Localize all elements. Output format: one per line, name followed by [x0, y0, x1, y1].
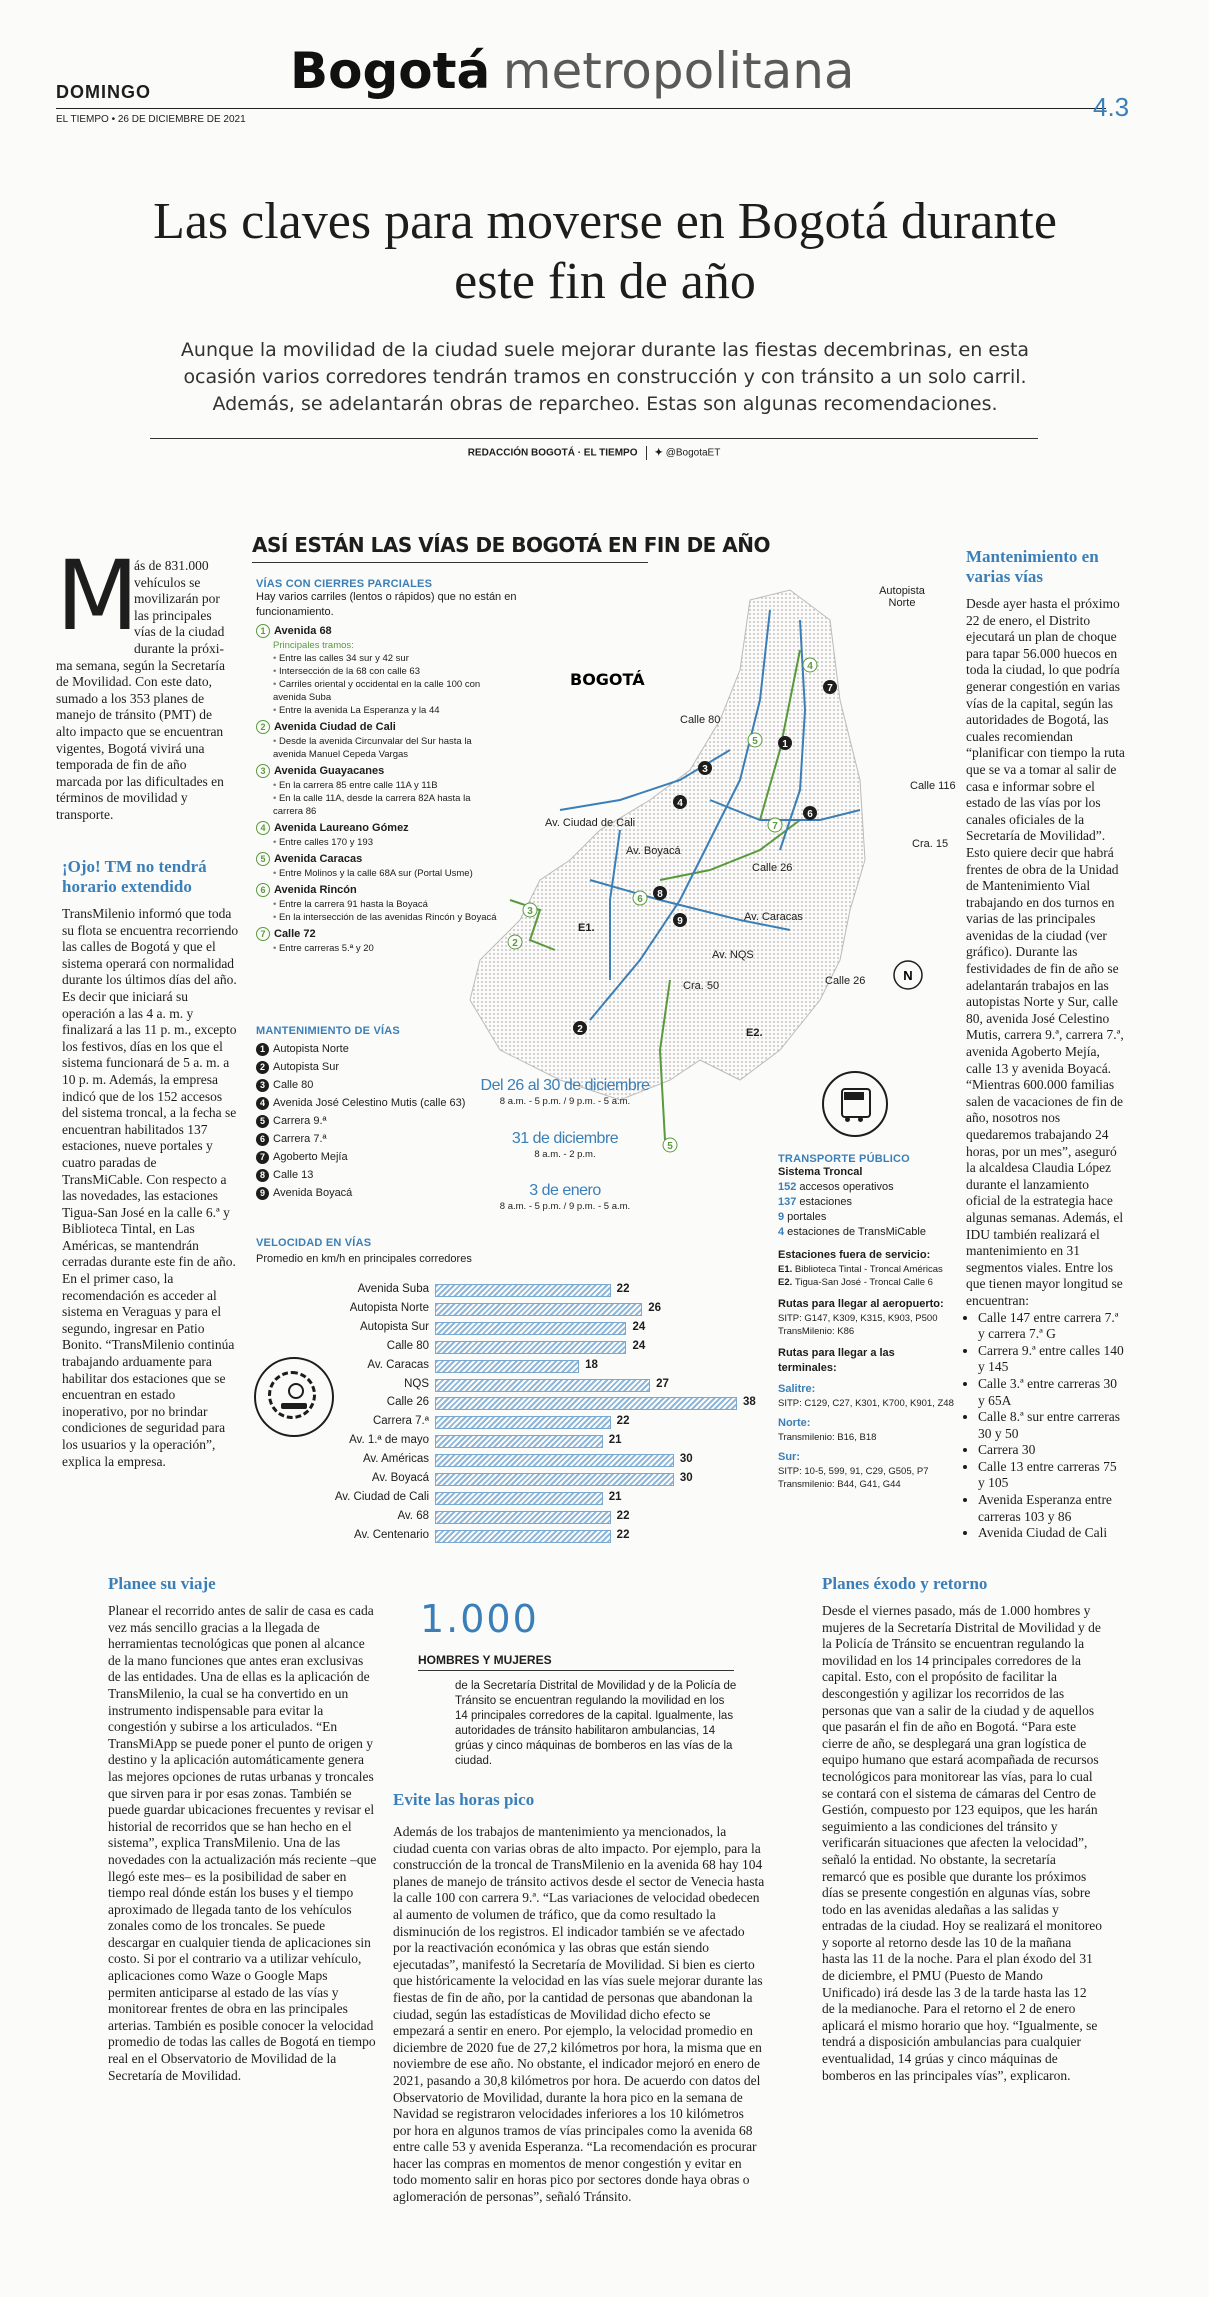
chart-category-label: Av. Centenario [353, 1528, 429, 1541]
chart-category-label: Autopista Norte [349, 1301, 429, 1314]
fuera-heading: Estaciones fuera de servicio: [778, 1249, 931, 1261]
map-label: Calle 26 [825, 975, 866, 987]
map-compass [894, 961, 922, 989]
chart-bar [435, 1360, 579, 1373]
big-number-body: de la Secretaría Distrital de Movilidad y de la Policía de Tránsito se encuentran regulando la movilidad en los 14 principales corredores de la capital. Igualmente, las autoridades de tránsito habilitaron ambulancias, 14 grúas y cinco máquinas de bomberos en las vías de la ciudad. [455, 1680, 737, 1767]
svg-text:6: 6 [807, 809, 813, 820]
principales-label: Principales tramos: [273, 640, 354, 651]
road-name: Avenida Caracas [274, 853, 363, 865]
plan-heading: Planee su viaje [108, 1574, 216, 1593]
chart-category-label: NQS [404, 1377, 429, 1390]
byline [150, 446, 1038, 460]
brand-light: metropolitana [502, 42, 855, 100]
svg-text:6: 6 [637, 894, 643, 905]
map-label: Av. Caracas [744, 911, 803, 923]
chart-value: 24 [632, 1320, 646, 1333]
mant-name: Agoberto Mejía [273, 1151, 348, 1163]
mant-name: Avenida Boyacá [273, 1187, 353, 1199]
map-label: E2. [746, 1027, 763, 1039]
compass-label: N [903, 968, 913, 983]
map-city-label: BOGOTÁ [570, 670, 645, 689]
salitre-list [778, 1397, 968, 1410]
road-segment: • Entre la carrera 91 hasta la Boyacá [273, 898, 503, 911]
svg-text:1: 1 [782, 739, 788, 750]
exodo-body: Desde el viernes pasado, más de 1.000 hombres y mujeres de la Secretaría Distrital de Movilidad y de la Policía de Tránsito se encuentran regulando la movilidad en los 14 principales corredores de la capital. Esto, con el propósito de facilitar la descongestión y agilizar los recorridos de las personas que van a salir de la ciudad y de aquellos que pasarán el fin de año en Bogotá. “Para este cierre de año, se desplegará una gran logística de equipo humano que estará acompañada de recursos tecnológicos para monitorear las vías, para lo cual se contará con el sistema de cámaras del Centro de Gestión, compuesto por 123 equipos, que les harán seguimiento a las condiciones del tránsito y verificarán situaciones que afecten la velocidad”, señaló la entidad. No obstante, la secretaría remarcó que es posible que durante los próximos días se presente congestión en algunas vías, sobre todo en las avenidas aledañas a las salidas y entradas de la ciudad. Hoy se realizará el monitoreo y soporte al retorno desde las 10 de la mañana hasta las 11 de la noche. Para el plan éxodo del 31 de diciembre, el PMU (Puesto de Mando Unificado) irá desde las 3 de la tarde hasta las 12 de la medianoche. Para el retorno el 2 de enero aplicará el mismo horario que hoy. “Igualmente, se tendrá a disposición ambulancias para cualquier eventualidad, 14 grúas y cinco máquinas de bomberos en las principales vías”, explicaron. [822, 1603, 1102, 2083]
schedule-date: 3 de enero [529, 1182, 601, 1199]
schedule-item [480, 1077, 650, 1108]
exodo-heading: Planes éxodo y retorno [822, 1574, 988, 1593]
chart-category-label: Calle 26 [386, 1396, 429, 1409]
mant-name: Avenida José Celestino Mutis (calle 63) [273, 1097, 466, 1109]
troncal-number: 137 [778, 1196, 797, 1208]
transporte-heading: TRANSPORTE PÚBLICO [778, 1153, 910, 1165]
drop-cap: M [56, 540, 139, 652]
chart-category-label: Carrera 7.ª [372, 1415, 429, 1428]
chart-category-label: Av. 68 [397, 1509, 429, 1522]
mant-number: 6 [256, 1133, 269, 1146]
mant-name: Autopista Sur [273, 1061, 340, 1073]
big-number-label: HOMBRES Y MUJERES [418, 1653, 552, 1667]
schedule-date: 31 de diciembre [511, 1130, 619, 1147]
svg-text:3: 3 [702, 764, 708, 775]
road-number: 3 [256, 764, 270, 778]
road-number: 4 [256, 821, 270, 835]
troncal-heading: Sistema Troncal [778, 1166, 863, 1178]
tm-body: TransMilenio informó que toda su flota se encuentra recorriendo las calles de Bogotá y que el sistema operará con normalidad durante los últimos días del año. Es decir que iniciará su operación a las 4 a. m. y finalizará a las 11 p. m., excepto los festivos, días en los que el sistema funcionará de 5 a. m. a 10 p. m. Además, la empresa indicó que de los 152 accesos del sistema troncal, a la fecha se encuentran habilitados 137 estaciones, nueve portales y cuatro paradas de TransMiCable. Con respecto a las novedades, las estaciones Tigua-San José en la calle 6.ª y Biblioteca Tintal, en Las Américas, se mantendrán cerradas durante este fin de año. En el primer caso, la recomendación es acceder al sistema en Veraguas y para el segundo, ingresar en Patio Bonito. “TransMilenio continúa trabajando arduamente para habilitar dos estaciones que se encuentran en estado inoperativo, por no brindar condiciones de seguridad para los usuarios y la operación”, explica la empresa. [62, 906, 239, 1469]
sur-list [778, 1465, 968, 1491]
road-segment: • Entre carreras 5.ª y 20 [273, 942, 503, 955]
bus-icon [822, 1071, 888, 1137]
map-label: E1. [578, 922, 595, 934]
road-segment: • Entre las calles 34 sur y 42 sur [273, 652, 503, 665]
horas-heading: Evite las horas pico [393, 1790, 535, 1809]
mant-heading: Mantenimiento en varias vías [966, 547, 1099, 586]
road-number: 7 [256, 927, 270, 941]
chart-bar [435, 1341, 626, 1354]
byline-twitter: @BogotaET [665, 447, 721, 459]
road-segment: • Entre calles 170 y 193 [273, 836, 503, 849]
mant-bullet: • Calle 3.ª entre carreras 30 y 65A [978, 1376, 1126, 1409]
road-segment: • En la carrera 85 entre calle 11A y 11B [273, 779, 503, 792]
svg-text:3: 3 [527, 906, 533, 917]
route-line: SITP: C129, C27, K301, K700, K901, Z48 [778, 1398, 954, 1409]
map-label: Cra. 50 [683, 980, 720, 992]
mant-name: Calle 13 [273, 1169, 314, 1181]
schedule-date: Del 26 al 30 de diciembre [480, 1077, 650, 1094]
chart-bar [435, 1454, 674, 1467]
brand-bold: Bogotá [290, 42, 491, 100]
road-name: Calle 72 [274, 928, 316, 940]
road-name: Avenida Laureano Gómez [274, 822, 409, 834]
troncal-item [778, 1195, 968, 1210]
map-label: Calle 26 [752, 862, 793, 874]
transporte-panel [778, 1153, 968, 1491]
map-label: Av. Boyacá [626, 845, 681, 857]
mant-bullet: • Avenida Esperanza entre carreras 103 y 86 [978, 1492, 1126, 1525]
route-line: TransMilenio: K86 [778, 1326, 855, 1337]
fuera-value: Tigua-San José - Troncal Calle 6 [794, 1277, 933, 1288]
cierres-heading: VÍAS CON CIERRES PARCIALES [256, 578, 433, 590]
troncal-text: portales [784, 1211, 827, 1223]
road-number: 5 [256, 852, 270, 866]
road-segment: • En la intersección de las avenidas Rincón y Boyacá [273, 911, 503, 924]
road-name: Avenida 68 [274, 625, 332, 637]
sur-heading: Sur: [778, 1451, 800, 1463]
chart-value: 30 [679, 1453, 693, 1466]
svg-text:7: 7 [772, 821, 778, 832]
route-line: SITP: 10-5, 599, 91, C29, G505, P7 [778, 1466, 929, 1477]
norte-heading: Norte: [778, 1417, 811, 1429]
road-number: 2 [256, 720, 270, 734]
mant-bullet-list [966, 1310, 1126, 1542]
lead-rest: ma semana, según la Secretaría de Movilidad. Con este dato, sumado a los 353 planes de manejo de tránsito (PMT) de alto impacto que se encuentran vigentes, Bogotá vivirá una temporada de fin de año marcada por las dificultades en términos de movilidad y transporte. [56, 657, 226, 822]
troncal-item [778, 1225, 968, 1240]
chart-title: VELOCIDAD EN VÍAS [256, 1237, 372, 1249]
fuera-item [778, 1263, 968, 1276]
troncal-number: 4 [778, 1226, 785, 1238]
road-segment: • Desde la avenida Circunvalar del Sur hasta la avenida Manuel Cepeda Vargas [273, 735, 503, 761]
road-name: Avenida Rincón [274, 884, 357, 896]
fuera-item [778, 1276, 968, 1289]
chart-value: 27 [656, 1377, 669, 1390]
chart-category-label: Avenida Suba [357, 1283, 429, 1295]
road-segment: • Entre Molinos y la calle 68A sur (Portal Usme) [273, 867, 503, 880]
chart-bar [435, 1397, 737, 1410]
troncal-item [778, 1180, 968, 1195]
byline-author: REDACCIÓN BOGOTÁ · EL TIEMPO [467, 447, 638, 459]
horas-body: Además de los trabajos de mantenimiento ya mencionados, la ciudad cuenta con varias obras de alto impacto. Por ejemplo, para la construcción de la troncal de TransMilenio en la avenida 68 hay 104 planes de manejo de tránsito activos desde el sector de Venecia hasta la calle 100 con carrera 9.ª. “Las variaciones de velocidad obedecen al aumento de volumen de tráfico, que da como resultado la disminución de los registros. El indicador también se ve afectado por la reactivación económica y las obras que están siendo ejecutadas”, manifestó la Secretaría de Movilidad. Si bien es cierto que históricamente la velocidad en las vías suele mejorar durante las fiestas de fin de año, por la cantidad de personas que abandonan la ciudad, según las estadísticas de Movilidad dicho efecto se empezará a sentir en enero. Por ejemplo, la velocidad promedio en diciembre de 2020 fue de 27,2 kilómetros por hora, la misma que en noviembre de ese año. No obstante, el indicador mejoró en enero de 2021, pasando a 30,8 kilómetros por hora. De acuerdo con datos del Observatorio de Movilidad, durante la hora pico en la semana de Navidad se registraron velocidades inferiores a los 10 kilómetros por hora en algunos tramos de vías principales como la avenida 68 entre calle 53 y avenida Esperanza. “La recomendación es procurar hacer las compras en momentos de menor congestión y evitar en todo momento salir en horas pico por sectores donde haya obras o aglomeración de personas”, señaló Tránsito. [393, 1824, 765, 2205]
headline: Las claves para moverse en Bogotá durante este fin de año [153, 193, 1057, 310]
troncal-list [778, 1180, 968, 1240]
chart-value: 26 [648, 1301, 662, 1314]
schedule-item [480, 1130, 650, 1161]
mant-name: Calle 80 [273, 1079, 314, 1091]
big-number-rule [418, 1670, 734, 1671]
chart-bar [435, 1511, 611, 1524]
fuera-key: E2. [778, 1277, 795, 1288]
map-label: Calle 116 [910, 780, 956, 792]
mant-number: 5 [256, 1115, 269, 1128]
mant-bullet: • Calle 147 entre carrera 7.ª y carrera 7.ª G [978, 1310, 1126, 1343]
chart-value: 21 [608, 1434, 622, 1447]
chart-category-label: Av. Ciudad de Cali [334, 1490, 429, 1503]
chart-value: 22 [616, 1415, 630, 1428]
road-segment: • Carriles oriental y occidental en la calle 100 con avenida Suba [273, 678, 503, 704]
masthead-rule [56, 108, 1106, 109]
salitre-heading: Salitre: [778, 1383, 816, 1395]
standfirst: Aunque la movilidad de la ciudad suele mejorar durante las fiestas decembrinas, en esta ocasión varios corredores tendrán tramos en construcción y con tránsito a un solo carril. Además, se adelantarán obras de reparcheo. Estas son algunas recomendaciones. [180, 339, 1030, 415]
infographic-title: ASÍ ESTÁN LAS VÍAS DE BOGOTÁ EN FIN DE AÑO [252, 533, 771, 557]
mant-number: 8 [256, 1169, 269, 1182]
plan-body: Planear el recorrido antes de salir de casa es cada vez más sencillo gracias a la llegada de herramientas tecnológicas que ponen al alcance de la mano funciones que antes eran exclusivas de las entidades. Una de ellas es la aplicación de TransMilenio, la cual se ha convertido en un instrumento indispensable para evitar la congestión y subirse a los articulados. “En TransMiApp se puede poner el punto de origen y destino y la aplicación automáticamente genera las mejores opciones de rutas urbanas y troncales que sirven para ir por esas zonas. También se puede guardar ubicaciones frecuentes y revisar el historial de recorridos que se han hecho en el sistema”, explica TransMilenio. Una de las novedades con la actualización más reciente –que llegó este mes– es la posibilidad de saber en tiempo real dónde están los buses y el tiempo aproximado de llegada tanto de los vehículos zonales como de los troncales. Se puede descargar en cualquier tienda de aplicaciones sin costo. Si por el contrario va a utilizar vehículo, aplicaciones como Waze o Google Maps permiten anticiparse al estado de las vías y monitorear frentes de obra en las principales arterias. También es posible conocer la velocidad promedio de todas las calles de Bogotá en tiempo real en el Observatorio de Movilidad de la Secretaría de Movilidad. [108, 1603, 377, 2083]
map-label: Autopista Norte [879, 585, 925, 609]
road-number: 6 [256, 883, 270, 897]
chart-category-label: Av. Américas [362, 1453, 429, 1466]
troncal-text: accesos operativos [796, 1181, 894, 1193]
mant-paragraph: Desde ayer hasta el próximo 22 de enero, el Distrito ejecutará un plan de choque para tapar 56.000 huecos en toda la ciudad, lo que podría generar congestión en varias vías de la capital, según las autoridades de Bogotá, las cuales recomiendan “planificar con tiempo la ruta que se va a tomar al salir de casa e informar sobre el estado de las vías por los canales oficiales de la Secretaría de Movilidad”. Esto quiere decir que habrá frentes de obra de la Unidad de Mantenimiento Vial trabajando en dos turnos en varias de las principales avenidas de la ciudad (ver gráfico). Durante las festividades de fin de año se adelantarán trabajos en las autopistas Norte y Sur, calle 80, avenida José Celestino Mutis, carrera 9.ª, carrera 7.ª, avenida Agoberto Mejía, calle 13 y avenida Boyacá. “Mientras 600.000 familias salen de vacaciones de fin de año, nosotros nos quedaremos trabajando 24 horas, por un mes”, aseguró la alcaldesa Claudia López durante el lanzamiento oficial de la estrategia hace algunas semanas. Además, el IDU también realizará el mantenimiento en 31 segmentos viales. Entre los que tienen mayor longitud se encuentran: [966, 596, 1125, 1308]
chart-value: 22 [616, 1509, 630, 1522]
troncal-number: 9 [778, 1211, 785, 1223]
section-brand [290, 42, 855, 100]
chart-value: 22 [616, 1283, 630, 1295]
schedule-hours: 8 a.m. - 2 p.m. [534, 1149, 596, 1160]
big-number: 1.000 [420, 1597, 539, 1641]
chart-value: 21 [608, 1490, 622, 1503]
mant-name: Autopista Norte [273, 1043, 349, 1055]
map-label: Cra. 15 [912, 838, 949, 850]
troncal-text: estaciones de TransMiCable [784, 1226, 926, 1238]
chart-category-label: Av. 1.ª de mayo [349, 1434, 429, 1447]
chart-category-label: Av. Boyacá [371, 1472, 429, 1484]
svg-text:2: 2 [577, 1024, 583, 1035]
page-number: 4.3 [1093, 92, 1130, 122]
chart-category-label: Calle 80 [386, 1339, 429, 1352]
chart-bar [435, 1379, 650, 1392]
mant-name: Carrera 9.ª [273, 1115, 327, 1127]
dateline: EL TIEMPO • 26 DE DICIEMBRE DE 2021 [56, 114, 246, 125]
svg-text:2: 2 [512, 938, 518, 949]
svg-text:4: 4 [807, 661, 813, 672]
chart-category-label: Av. Caracas [367, 1358, 429, 1371]
road-number: 1 [256, 624, 270, 638]
road-segment: • Entre la avenida La Esperanza y la 44 [273, 704, 503, 717]
mant-bullet: • Calle 13 entre carreras 75 y 105 [978, 1459, 1126, 1492]
map-label: Calle 80 [680, 714, 721, 726]
infographic-title-rule [252, 562, 648, 563]
chart-bar [435, 1473, 674, 1486]
section-day: DOMINGO [56, 82, 151, 102]
chart-bar [435, 1492, 603, 1505]
route-line: Transmilenio: B16, B18 [778, 1432, 877, 1443]
chart-bar [435, 1303, 642, 1316]
mant-number: 3 [256, 1079, 269, 1092]
fuera-list [778, 1263, 968, 1289]
svg-text:8: 8 [657, 889, 663, 900]
route-line: SITP: G147, K309, K315, K903, P500 [778, 1313, 938, 1324]
terminales-heading: Rutas para llegar a las terminales: [778, 1347, 895, 1374]
lead-indented: ás de 831.000 vehículos se movilizarán por las principales vías de la ciudad durante la próxi- [134, 558, 225, 656]
chart-value: 38 [743, 1396, 756, 1409]
fuera-value: Biblioteca Tintal - Troncal Américas [794, 1264, 943, 1275]
mant-number: 9 [256, 1187, 269, 1200]
chart-value: 30 [679, 1472, 693, 1484]
lead-paragraph [56, 540, 232, 824]
chart-bar [435, 1416, 611, 1429]
chart-subtitle: Promedio en km/h en principales corredores [256, 1253, 472, 1265]
svg-text:4: 4 [677, 798, 683, 809]
troncal-item [778, 1210, 968, 1225]
svg-text:7: 7 [827, 683, 833, 694]
road-name: Avenida Guayacanes [274, 765, 385, 777]
mant-body [966, 596, 1126, 1542]
schedule-hours: 8 a.m. - 5 p.m. / 9 p.m. - 5 a.m. [499, 1201, 631, 1212]
road-segment: • En la calle 11A, desde la carrera 82A hasta la carrera 86 [273, 792, 503, 818]
schedule-hours: 8 a.m. - 5 p.m. / 9 p.m. - 5 a.m. [499, 1096, 631, 1107]
svg-text:5: 5 [752, 736, 758, 747]
schedule-item [480, 1182, 650, 1213]
mant-number: 2 [256, 1061, 269, 1074]
chart-bar [435, 1530, 611, 1543]
svg-text:9: 9 [677, 916, 683, 927]
chart-bar [435, 1322, 626, 1335]
chart-value: 18 [585, 1358, 598, 1371]
twitter-icon: ✦ [654, 447, 663, 459]
map-label: Av. NQS [712, 949, 754, 961]
troncal-number: 152 [778, 1181, 797, 1193]
chart-bar [435, 1435, 603, 1448]
mant-name: Carrera 7.ª [273, 1133, 327, 1145]
road-segment: • Intersección de la 68 con calle 63 [273, 665, 503, 678]
chart-category-label: Autopista Sur [359, 1320, 429, 1333]
byline-rule [150, 438, 1038, 439]
fuera-key: E1. [778, 1264, 795, 1275]
aeropuerto-heading: Rutas para llegar al aeropuerto: [778, 1298, 944, 1310]
norte-list [778, 1431, 968, 1444]
chart-bar [435, 1284, 611, 1297]
road-name: Avenida Ciudad de Cali [274, 721, 396, 733]
mant-number: 4 [256, 1097, 269, 1110]
mant-bullet: • Avenida Ciudad de Cali [978, 1525, 1126, 1542]
tm-heading: ¡Ojo! TM no tendrá horario extendido [62, 857, 207, 896]
chart-value: 24 [632, 1339, 646, 1352]
mant-section-heading: MANTENIMIENTO DE VÍAS [256, 1025, 400, 1037]
mant-bullet: • Carrera 30 [978, 1442, 1126, 1459]
svg-text:5: 5 [667, 1141, 673, 1152]
troncal-text: estaciones [796, 1196, 853, 1208]
mant-number: 1 [256, 1043, 269, 1056]
chart-value: 22 [616, 1528, 630, 1541]
aeropuerto-list [778, 1312, 968, 1338]
mant-bullet: • Calle 8.ª sur entre carreras 30 y 50 [978, 1409, 1126, 1442]
mant-bullet: • Carrera 9.ª entre calles 140 y 145 [978, 1343, 1126, 1376]
cierres-sub: Hay varios carriles (lentos o rápidos) que no están en funcionamiento. [256, 591, 517, 618]
mant-number: 7 [256, 1151, 269, 1164]
route-line: Transmilenio: B44, G41, G44 [778, 1479, 901, 1490]
map-label: Av. Ciudad de Cali [545, 817, 636, 829]
